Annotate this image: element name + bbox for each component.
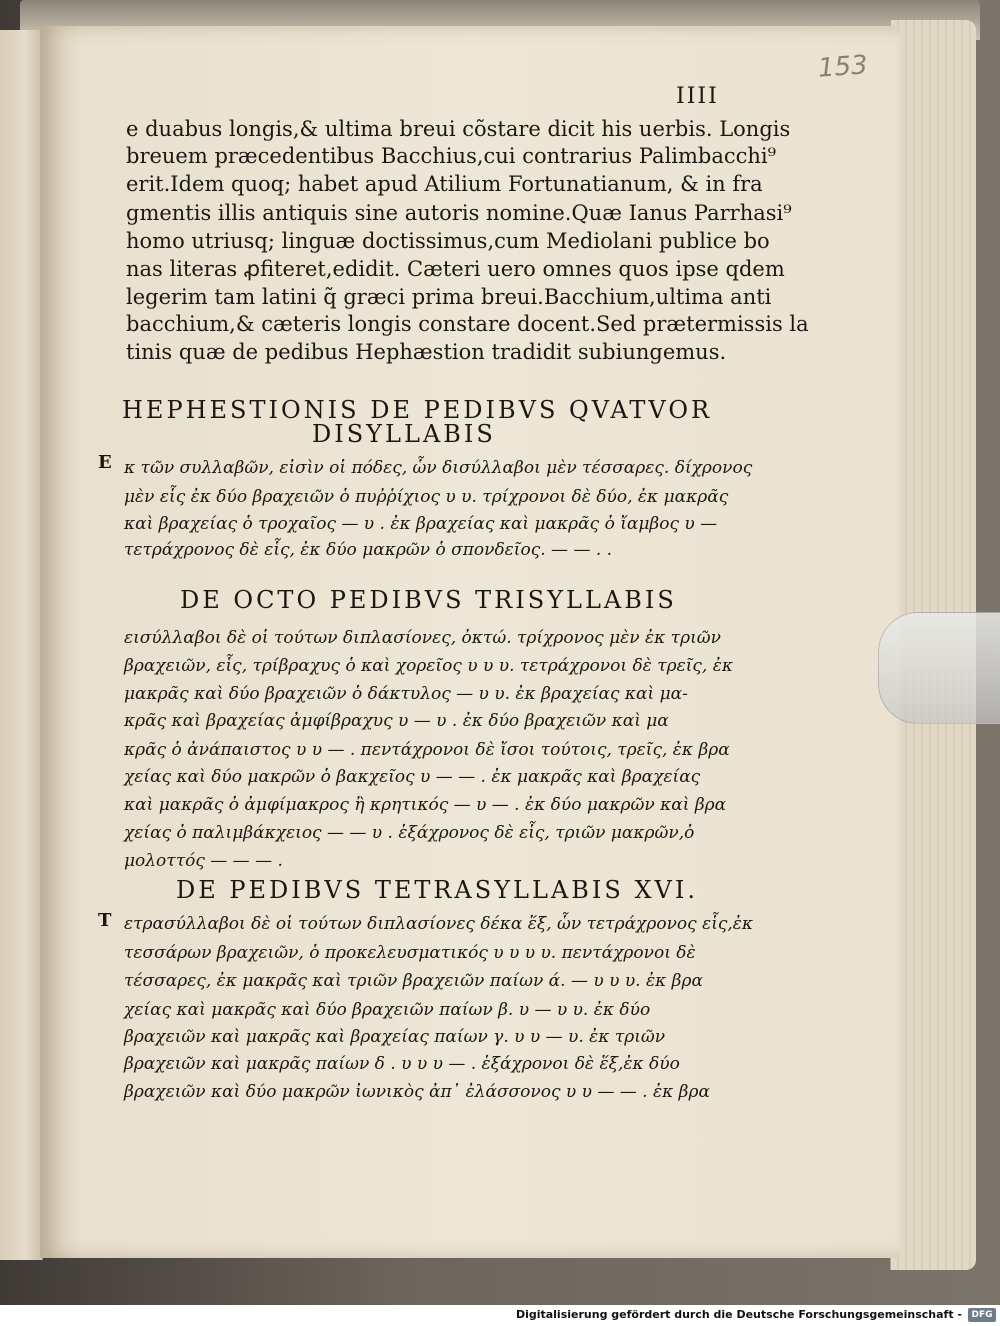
greek-line: κρᾶς καὶ βραχείας ἀμφίβραχυς υ — υ . ἐκ δύο βραχειῶν καὶ μα [124,711,669,731]
greek-line: χείας καὶ δύο μακρῶν ὁ βακχεῖος υ — — . ἐκ μακρᾶς καὶ βραχείας [124,767,701,787]
latin-line: nas literas ꝓfiteret,edidit. Cæteri uero omnes quos ipse qdem [126,257,785,281]
greek-line: κρᾶς ὁ ἀνάπαιστος υ υ — . πεντάχρονοι δὲ ἴσοι τούτοις, τρεῖς, ἐκ βρα [124,740,730,760]
footer-bar [0,1305,1000,1326]
latin-line: gmentis illis antiquis sine autoris nomine.Quæ Ianus Parrhasi⁹ [126,201,792,225]
left-page-edge [0,30,43,1260]
greek-line: μολοττός — — — . [124,851,283,871]
section-heading-continued: DISYLLABIS [312,420,496,448]
greek-line: τεσσάρων βραχειῶν, ὁ προκελευσματικός υ υ υ υ. πεντάχρονοι δὲ [124,943,696,963]
section-heading: DE OCTO PEDIBVS TRISYLLABIS [180,586,677,614]
latin-line: bacchium,& cæteris longis constare docent.Sed prætermissis la [126,312,809,336]
section-heading: HEPHESTIONIS DE PEDIBVS QVATVOR [122,396,713,424]
pencil-folio-number: 153 [817,50,869,84]
greek-line: βραχειῶν, εἷς, τρίβραχυς ὁ καὶ χορεῖος υ υ υ. τετράχρονοι δὲ τρεῖς, ἐκ [124,656,733,676]
greek-line: κ τῶν συλλαβῶν, εἰσὶν οἱ πόδες, ὧν δισύλλαβοι μὲν τέσσαρες. δίχρονος [124,458,753,478]
drop-capital: E [98,452,112,473]
greek-line: τετράχρονος δὲ εἷς, ἐκ δύο μακρῶν ὁ σπονδεῖος. — — . . [124,540,613,560]
plastic-page-clip [878,612,1000,724]
greek-line: ετρασύλλαβοι δὲ οἱ τούτων διπλασίονες δέκα ἕξ, ὧν τετράχρονος εἷς,ἐκ [124,914,754,934]
section-heading: DE PEDIBVS TETRASYLLABIS XVI. [176,876,698,904]
greek-line: τέσσαρες, ἐκ μακρᾶς καὶ τριῶν βραχειῶν παίων ά. — υ υ υ. ἐκ βρα [124,971,703,991]
greek-line: βραχειῶν καὶ δύο μακρῶν ἰωνικὸς ἀπ᾽ ἐλάσσονος υ υ — — . ἐκ βρα [124,1082,710,1102]
funding-notice: Digitalisierung gefördert durch die Deutsche Forschungsgemeinschaft - [515,1308,962,1321]
dfg-logo-icon: DFG [968,1308,996,1322]
greek-line: εισύλλαβοι δὲ οἱ τούτων διπλασίονες, ὀκτώ. τρίχρονος μὲν ἐκ τριῶν [124,628,721,648]
greek-line: βραχειῶν καὶ μακρᾶς καὶ βραχείας παίων γ. υ υ — υ. ἐκ τριῶν [124,1027,666,1047]
drop-capital: T [98,910,112,931]
greek-line: καὶ μακρᾶς ὁ ἀμφίμακρος ἢ κρητικός — υ — . ἐκ δύο μακρῶν καὶ βρα [124,795,727,815]
latin-line: erit.Idem quoq; habet apud Atilium Fortunatianum, & in fra [126,172,763,196]
latin-line: e duabus longis,& ultima breui cõstare dicit his uerbis. Longis [126,117,791,141]
printed-folio-number: IIII [676,84,719,109]
greek-line: καὶ βραχείας ὁ τροχαῖος — υ . ἐκ βραχείας καὶ μακρᾶς ὁ ἴαμβος υ — [124,514,718,534]
latin-line: breuem præcedentibus Bacchius,cui contrarius Palimbacchi⁹ [126,144,777,168]
latin-line: tinis quæ de pedibus Hephæstion tradidit subiungemus. [126,340,727,364]
latin-line: legerim tam latini q̃ græci prima breui.Bacchium,ultima anti [126,285,772,309]
greek-line: βραχειῶν καὶ μακρᾶς παίων δ . υ υ υ — . ἑξάχρονοι δὲ ἕξ,ἐκ δύο [124,1054,680,1074]
greek-line: μὲν εἷς ἐκ δύο βραχειῶν ὁ πυῤῥίχιος υ υ. τρίχρονοι δὲ δύο, ἐκ μακρᾶς [124,487,729,507]
greek-line: χείας καὶ μακρᾶς καὶ δύο βραχειῶν παίων β. υ — υ υ. ἐκ δύο [124,1000,651,1020]
latin-line: homo utriusq; linguæ doctissimus,cum Mediolani publice bo [126,229,770,253]
greek-line: μακρᾶς καὶ δύο βραχειῶν ὁ δάκτυλος — υ υ. ἐκ βραχείας καὶ μα- [124,684,688,704]
greek-line: χείας ὁ παλιμβάκχειος — — υ . ἑξάχρονος δὲ εἷς, τριῶν μακρῶν,ὁ [124,823,695,843]
